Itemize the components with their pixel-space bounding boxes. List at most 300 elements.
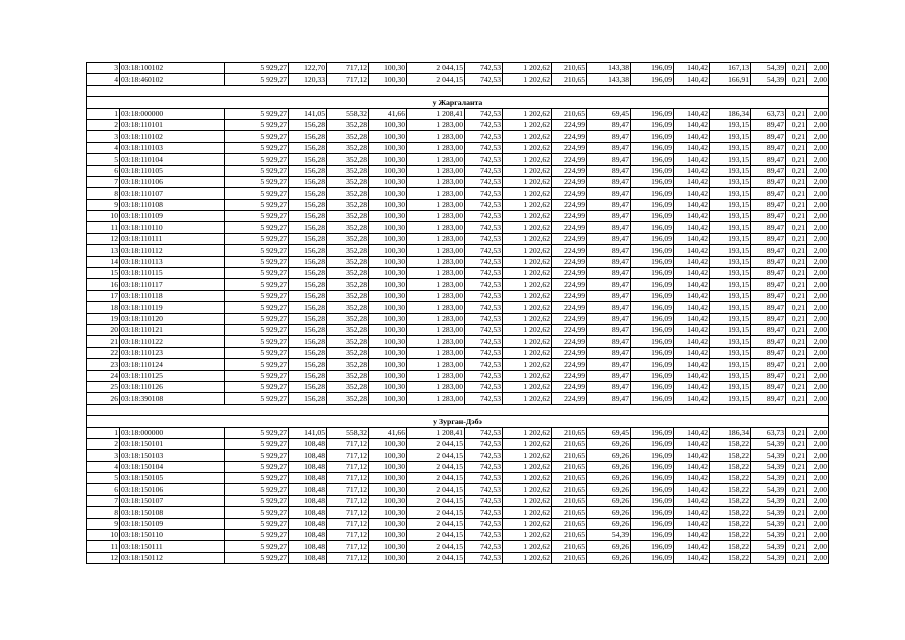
table-cell: 89,47 [751,245,786,256]
table-cell: 156,28 [289,211,327,222]
table-cell: 2 044,15 [407,541,465,552]
table-cell: 5 929,27 [225,495,289,506]
table-cell: 5 929,27 [225,359,289,370]
table-cell: 1 202,62 [503,165,552,176]
table-cell: 352,28 [327,188,369,199]
table-cell: 717,12 [327,450,369,461]
table-cell: 89,47 [587,359,631,370]
table-cell: 0,21 [786,507,807,518]
table-cell: 156,28 [289,302,327,313]
table-cell: 54,39 [751,461,786,472]
table-row [87,199,829,210]
table-cell: 224,99 [552,176,587,187]
table-cell: 2,00 [807,450,829,461]
table-row [87,438,829,449]
table-cell: 89,47 [751,279,786,290]
section-title: у Зурган-Дэбэ [87,416,829,427]
table-cell: 224,99 [552,142,587,153]
table-cell: 1 283,00 [407,290,465,301]
table-cell: 1 202,62 [503,313,552,324]
table-cell: 224,99 [552,381,587,392]
cadastral-code: 03:18:460102 [120,74,225,85]
table-cell: 100,30 [369,347,407,358]
table-cell: 193,15 [710,188,751,199]
table-cell: 89,47 [751,165,786,176]
table-cell: 210,65 [552,108,587,119]
table-row [87,188,829,199]
row-number: 13 [87,245,120,256]
table-cell: 108,48 [289,461,327,472]
table-cell: 100,30 [369,393,407,404]
table-cell: 2,00 [807,393,829,404]
table-cell: 224,99 [552,279,587,290]
table-cell: 100,30 [369,290,407,301]
table-cell: 196,09 [631,438,674,449]
table-cell: 69,26 [587,518,631,529]
table-cell: 158,22 [710,507,751,518]
table-cell: 100,30 [369,541,407,552]
table-cell: 1 202,62 [503,530,552,541]
table-cell: 193,15 [710,211,751,222]
table-cell: 224,99 [552,154,587,165]
table-cell: 166,91 [710,74,751,85]
table-cell: 742,53 [465,245,503,256]
cadastral-code: 03:18:110103 [120,142,225,153]
table-cell: 156,28 [289,324,327,335]
table-cell: 1 283,00 [407,302,465,313]
table-cell: 0,21 [786,131,807,142]
table-cell: 2 044,15 [407,530,465,541]
table-cell: 89,47 [587,279,631,290]
cadastral-code: 03:18:150109 [120,518,225,529]
table-cell: 210,65 [552,518,587,529]
cadastral-code: 03:18:100102 [120,63,225,74]
table-cell: 156,28 [289,176,327,187]
table-cell: 0,21 [786,199,807,210]
table-cell: 2 044,15 [407,552,465,563]
table-cell: 193,15 [710,245,751,256]
table-cell: 0,21 [786,119,807,130]
table-cell: 2,00 [807,74,829,85]
table-cell: 156,28 [289,165,327,176]
table-cell: 0,21 [786,211,807,222]
table-cell: 156,28 [289,245,327,256]
table-row [87,427,829,438]
table-cell: 196,09 [631,427,674,438]
table-cell: 5 929,27 [225,142,289,153]
table-cell: 224,99 [552,324,587,335]
cadastral-code: 03:18:110113 [120,256,225,267]
table-cell: 5 929,27 [225,507,289,518]
table-cell: 100,30 [369,324,407,335]
table-cell: 89,47 [751,256,786,267]
table-cell: 196,09 [631,507,674,518]
cadastral-code: 03:18:110117 [120,279,225,290]
table-cell: 224,99 [552,313,587,324]
cadastral-code: 03:18:110101 [120,119,225,130]
row-number: 4 [87,461,120,472]
cadastral-code: 03:18:110109 [120,211,225,222]
table-cell: 100,30 [369,74,407,85]
table-row [87,63,829,74]
table-cell: 158,22 [710,530,751,541]
cadastral-code: 03:18:110120 [120,313,225,324]
table-cell: 742,53 [465,427,503,438]
table-cell: 156,28 [289,290,327,301]
table-cell: 0,21 [786,313,807,324]
cadastral-code: 03:18:110107 [120,188,225,199]
table-cell: 5 929,27 [225,176,289,187]
table-cell: 140,42 [674,324,710,335]
table-cell: 224,99 [552,336,587,347]
table-cell: 224,99 [552,347,587,358]
table-cell: 1 202,62 [503,359,552,370]
table-cell: 196,09 [631,359,674,370]
table-cell: 100,30 [369,484,407,495]
table-cell: 1 283,00 [407,381,465,392]
table-row [87,507,829,518]
table-cell: 156,28 [289,313,327,324]
table-cell: 5 929,27 [225,245,289,256]
table-cell: 210,65 [552,552,587,563]
table-cell: 140,42 [674,268,710,279]
table-cell: 89,47 [587,290,631,301]
table-cell: 140,42 [674,530,710,541]
table-cell: 224,99 [552,199,587,210]
table-cell: 140,42 [674,302,710,313]
table-cell: 140,42 [674,359,710,370]
table-cell: 140,42 [674,233,710,244]
table-cell: 156,28 [289,370,327,381]
cadastral-code: 03:18:150107 [120,495,225,506]
table-cell: 69,45 [587,108,631,119]
table-cell: 0,21 [786,461,807,472]
table-cell: 1 202,62 [503,484,552,495]
table-cell: 196,09 [631,313,674,324]
table-cell: 5 929,27 [225,63,289,74]
table-cell: 742,53 [465,279,503,290]
table-cell: 742,53 [465,461,503,472]
table-cell: 140,42 [674,188,710,199]
table-cell: 2,00 [807,222,829,233]
table-cell: 352,28 [327,165,369,176]
table-row [87,495,829,506]
cadastral-code: 03:18:000000 [120,108,225,119]
table-cell: 742,53 [465,347,503,358]
table-cell: 54,39 [751,507,786,518]
table-cell: 54,39 [751,63,786,74]
table-cell: 89,47 [587,154,631,165]
row-number: 8 [87,188,120,199]
table-cell: 717,12 [327,63,369,74]
cadastral-code: 03:18:110108 [120,199,225,210]
table-cell: 5 929,27 [225,541,289,552]
table-cell: 742,53 [465,199,503,210]
cadastral-code: 03:18:110102 [120,131,225,142]
table-cell: 742,53 [465,142,503,153]
table-row [87,176,829,187]
table-cell: 140,42 [674,381,710,392]
table-cell: 122,70 [289,63,327,74]
table-cell: 742,53 [465,495,503,506]
table-cell: 1 202,62 [503,541,552,552]
table-cell: 742,53 [465,541,503,552]
table-cell: 2,00 [807,154,829,165]
table-cell: 193,15 [710,313,751,324]
table-cell: 2,00 [807,176,829,187]
table-cell: 0,21 [786,256,807,267]
table-cell: 196,09 [631,279,674,290]
cadastral-code: 03:18:150105 [120,473,225,484]
table-cell: 140,42 [674,393,710,404]
table-cell: 193,15 [710,302,751,313]
table-cell: 1 202,62 [503,74,552,85]
table-cell: 5 929,27 [225,154,289,165]
table-cell: 2 044,15 [407,495,465,506]
table-cell: 100,30 [369,359,407,370]
table-cell: 1 202,62 [503,142,552,153]
table-cell: 63,73 [751,427,786,438]
table-cell: 54,39 [751,438,786,449]
table-cell: 100,30 [369,370,407,381]
cadastral-code: 03:18:110125 [120,370,225,381]
row-number: 26 [87,393,120,404]
table-cell: 54,39 [751,450,786,461]
table-row [87,256,829,267]
table-row [87,473,829,484]
table-cell: 352,28 [327,381,369,392]
table-cell: 69,26 [587,507,631,518]
table-cell: 224,99 [552,188,587,199]
table-cell: 1 283,00 [407,313,465,324]
table-cell: 1 202,62 [503,324,552,335]
table-cell: 5 929,27 [225,518,289,529]
table-cell: 140,42 [674,74,710,85]
table-cell: 742,53 [465,518,503,529]
table-cell: 54,39 [751,530,786,541]
table-cell: 224,99 [552,233,587,244]
table-row [87,347,829,358]
table-cell: 140,42 [674,552,710,563]
table-cell: 89,47 [751,188,786,199]
table-cell: 89,47 [751,199,786,210]
table-cell: 69,26 [587,552,631,563]
cadastral-code: 03:18:150103 [120,450,225,461]
table-cell: 89,47 [587,188,631,199]
table-cell: 100,30 [369,154,407,165]
table-cell: 100,30 [369,438,407,449]
row-number: 12 [87,552,120,563]
table-cell: 2,00 [807,473,829,484]
table-row [87,290,829,301]
table-cell: 742,53 [465,381,503,392]
table-cell: 54,39 [751,484,786,495]
table-cell: 89,47 [751,131,786,142]
cadastral-code: 03:18:110115 [120,268,225,279]
table-cell: 140,42 [674,370,710,381]
table-cell: 2 044,15 [407,518,465,529]
table-cell: 141,05 [289,427,327,438]
table-cell: 1 202,62 [503,211,552,222]
table-cell: 89,47 [751,359,786,370]
table-cell: 5 929,27 [225,313,289,324]
table-cell: 156,28 [289,279,327,290]
table-cell: 5 929,27 [225,199,289,210]
table-cell: 2 044,15 [407,507,465,518]
table-cell: 100,30 [369,211,407,222]
table-cell: 1 202,62 [503,507,552,518]
table-cell: 210,65 [552,438,587,449]
table-cell: 5 929,27 [225,393,289,404]
table-cell: 196,09 [631,63,674,74]
cadastral-code: 03:18:150104 [120,461,225,472]
table-cell: 1 283,00 [407,142,465,153]
table-cell: 41,66 [369,427,407,438]
table-cell: 140,42 [674,245,710,256]
row-number: 7 [87,176,120,187]
table-cell: 100,30 [369,199,407,210]
table-cell: 5 929,27 [225,484,289,495]
table-cell: 224,99 [552,256,587,267]
table-row [87,119,829,130]
table-cell: 717,12 [327,541,369,552]
table-cell: 0,21 [786,530,807,541]
table-cell: 742,53 [465,336,503,347]
table-cell: 1 202,62 [503,119,552,130]
table-cell: 5 929,27 [225,370,289,381]
table-cell: 1 202,62 [503,427,552,438]
table-cell: 717,12 [327,507,369,518]
table-cell: 108,48 [289,530,327,541]
table-cell: 196,09 [631,268,674,279]
table-row [87,222,829,233]
cadastral-code: 03:18:150110 [120,530,225,541]
table-cell: 742,53 [465,313,503,324]
table-cell: 69,26 [587,484,631,495]
table-cell: 742,53 [465,484,503,495]
table-cell: 224,99 [552,165,587,176]
table-row [87,142,829,153]
table-cell: 0,21 [786,188,807,199]
table-cell: 108,48 [289,552,327,563]
table-cell: 196,09 [631,233,674,244]
row-number: 4 [87,142,120,153]
table-row [87,370,829,381]
table-cell: 193,15 [710,381,751,392]
table-cell: 717,12 [327,461,369,472]
table-cell: 89,47 [751,119,786,130]
table-cell: 0,21 [786,473,807,484]
table-cell: 193,15 [710,165,751,176]
table-cell: 5 929,27 [225,233,289,244]
table-cell: 2,00 [807,336,829,347]
table-cell: 1 202,62 [503,381,552,392]
table-cell: 1 283,00 [407,279,465,290]
table-cell: 100,30 [369,119,407,130]
table-cell: 89,47 [587,336,631,347]
table-cell: 89,47 [587,313,631,324]
table-cell: 196,09 [631,324,674,335]
table-cell: 2,00 [807,461,829,472]
table-cell: 224,99 [552,302,587,313]
table-cell: 2,00 [807,188,829,199]
table-cell: 140,42 [674,290,710,301]
table-cell: 156,28 [289,154,327,165]
table-cell: 224,99 [552,268,587,279]
table-cell: 0,21 [786,302,807,313]
table-cell: 158,22 [710,552,751,563]
table-cell: 2 044,15 [407,484,465,495]
table-cell: 352,28 [327,119,369,130]
table-cell: 1 208,41 [407,427,465,438]
table-cell: 100,30 [369,495,407,506]
table-cell: 54,39 [751,541,786,552]
table-cell: 742,53 [465,507,503,518]
table-cell: 156,28 [289,381,327,392]
cadastral-code: 03:18:110118 [120,290,225,301]
table-cell: 156,28 [289,336,327,347]
table-cell: 69,26 [587,495,631,506]
table-cell: 196,09 [631,393,674,404]
table-cell: 0,21 [786,336,807,347]
table-cell: 742,53 [465,324,503,335]
cadastral-code: 03:18:110124 [120,359,225,370]
table-cell: 210,65 [552,530,587,541]
table-cell: 2,00 [807,438,829,449]
table-cell: 224,99 [552,359,587,370]
table-cell: 140,42 [674,211,710,222]
table-cell: 1 283,00 [407,188,465,199]
table-cell: 1 202,62 [503,370,552,381]
table-cell: 1 202,62 [503,176,552,187]
table-cell: 156,28 [289,393,327,404]
row-number: 5 [87,473,120,484]
table-cell: 108,48 [289,438,327,449]
table-cell: 224,99 [552,119,587,130]
table-cell: 1 202,62 [503,552,552,563]
table-cell: 717,12 [327,473,369,484]
row-number: 4 [87,74,120,85]
table-cell: 108,48 [289,541,327,552]
table-cell: 1 283,00 [407,256,465,267]
table-cell: 352,28 [327,268,369,279]
table-cell: 5 929,27 [225,427,289,438]
table-cell: 158,22 [710,473,751,484]
table-cell: 158,22 [710,484,751,495]
table-cell: 193,15 [710,131,751,142]
table-cell: 100,30 [369,131,407,142]
table-cell: 89,47 [751,381,786,392]
table-cell: 63,73 [751,108,786,119]
table-cell: 89,47 [587,268,631,279]
table-cell: 156,28 [289,233,327,244]
table-cell: 193,15 [710,279,751,290]
table-cell: 158,22 [710,495,751,506]
row-number: 1 [87,108,120,119]
table-cell: 0,21 [786,518,807,529]
table-cell: 69,26 [587,473,631,484]
row-number: 6 [87,165,120,176]
table-cell: 196,09 [631,495,674,506]
table-cell: 0,21 [786,165,807,176]
table-cell: 140,42 [674,450,710,461]
table-cell: 54,39 [751,518,786,529]
table-row [87,450,829,461]
table-cell: 140,42 [674,518,710,529]
table-row [87,336,829,347]
table-row [87,154,829,165]
table-cell: 5 929,27 [225,347,289,358]
